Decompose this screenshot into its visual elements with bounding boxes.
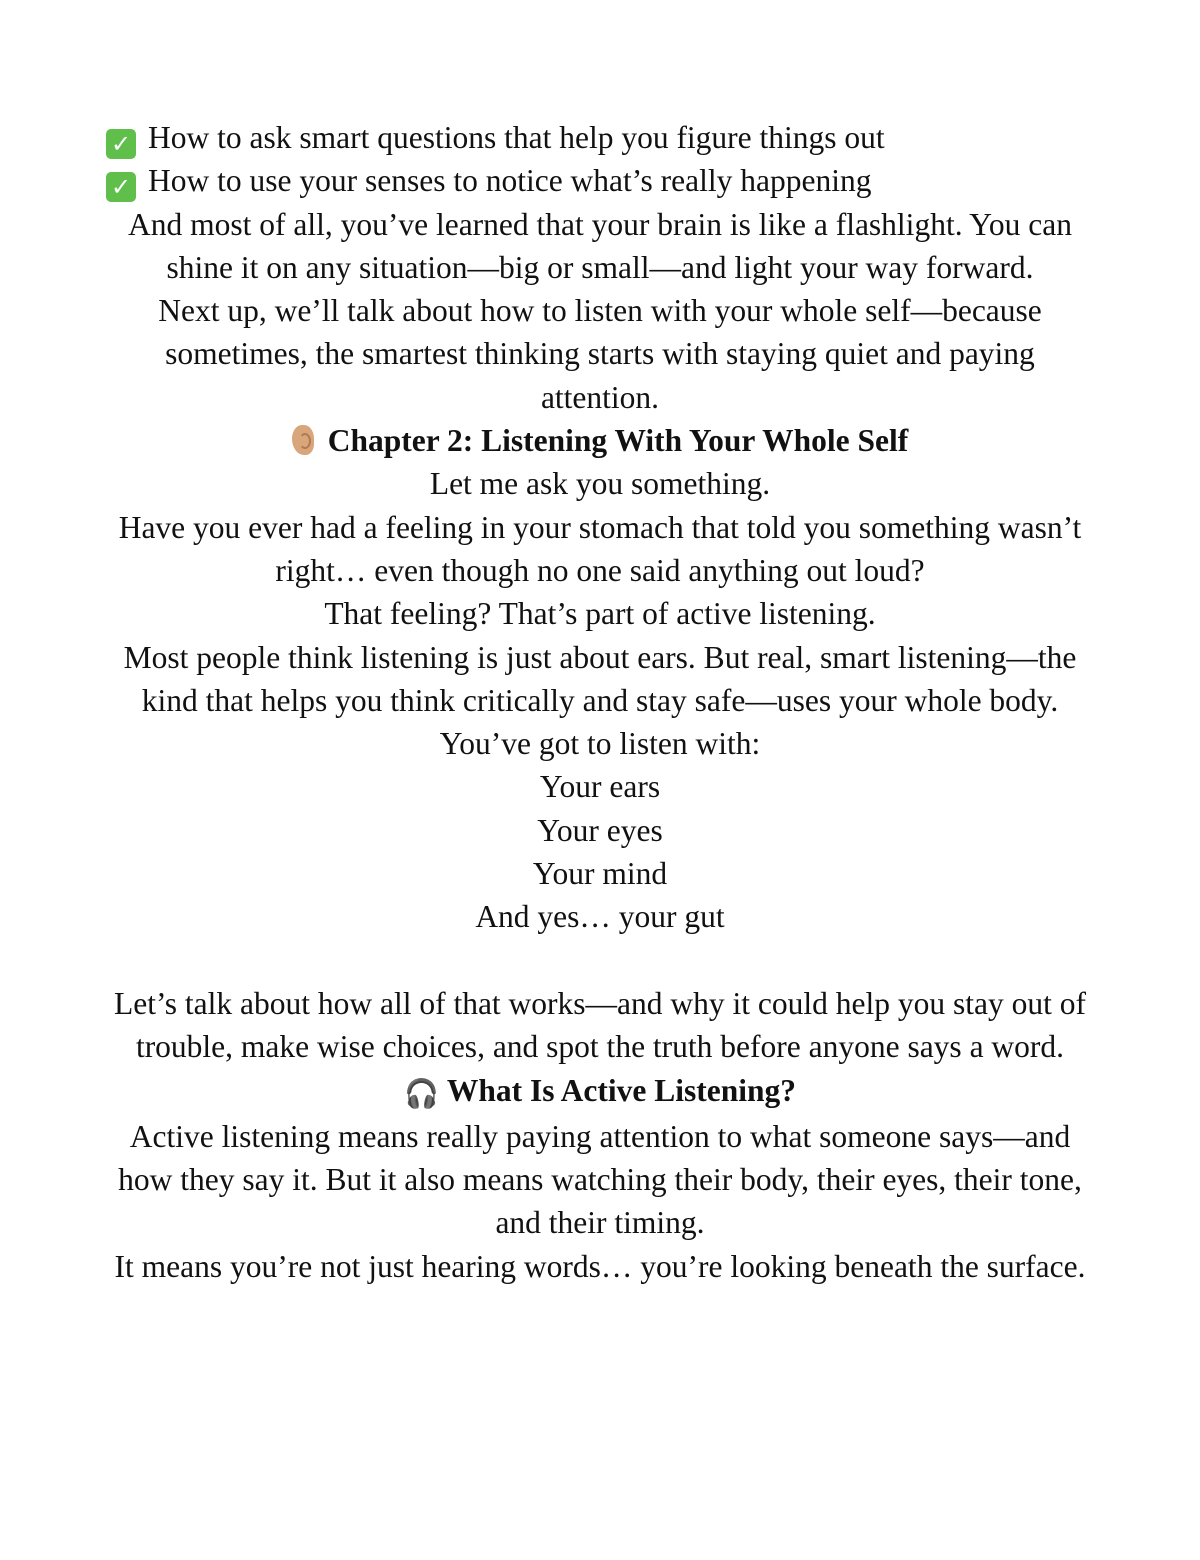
section-heading-text: What Is Active Listening?: [446, 1072, 797, 1108]
paragraph: Active listening means really paying attention to what someone says—and how they say it. But it also means watching their body, their eyes, their tone, and their timing.: [118, 1118, 1082, 1241]
paragraph: That feeling? That’s part of active listening.: [324, 596, 876, 632]
paragraph: Next up, we’ll talk about how to listen with your whole self—because sometimes, the smartest thinking starts with staying quiet and paying attention.: [158, 293, 1042, 415]
list-item: And yes… your gut: [475, 899, 725, 935]
list-item: Your ears: [539, 769, 661, 805]
paragraph: Let’s talk about how all of that works—and why it could help you stay out of trouble, make wise choices, and spot the truth before anyone says a word.: [114, 985, 1086, 1065]
checklist-text: How to use your senses to notice what’s really happening: [148, 163, 872, 199]
chapter-heading: [106, 419, 1094, 462]
paragraph: You’ve got to listen with:: [439, 726, 761, 762]
checkmark-icon: ✓: [106, 129, 136, 159]
paragraph: And most of all, you’ve learned that your brain is like a flashlight. You can shine it on any situation—big or small—and light your way forward.: [128, 206, 1072, 285]
checklist-text: How to ask smart questions that help you figure things out: [148, 120, 885, 155]
paragraph: It means you’re not just hearing words… you’re looking beneath the surface.: [114, 1248, 1086, 1284]
document-page: [106, 116, 1094, 1288]
headphones-icon: 🎧: [403, 1076, 439, 1110]
paragraph: Most people think listening is just about ears. But real, smart listening—the kind that helps you think critically and stay safe—uses your whole body.: [123, 639, 1077, 718]
spacer: [106, 939, 1094, 982]
section-heading: [106, 1069, 1094, 1115]
chapter-heading-text: Chapter 2: Listening With Your Whole Self: [327, 423, 909, 459]
list-item: Your mind: [532, 856, 668, 892]
paragraph: Have you ever had a feeling in your stomach that told you something wasn’t right… even though no one said anything out loud?: [118, 509, 1082, 588]
list-item: Your eyes: [537, 812, 663, 848]
checklist-item: [106, 116, 1094, 159]
paragraph: Let me ask you something.: [429, 466, 771, 502]
checklist-item: [106, 159, 1094, 202]
checkmark-icon: ✓: [106, 172, 136, 202]
ear-icon: [292, 425, 314, 455]
